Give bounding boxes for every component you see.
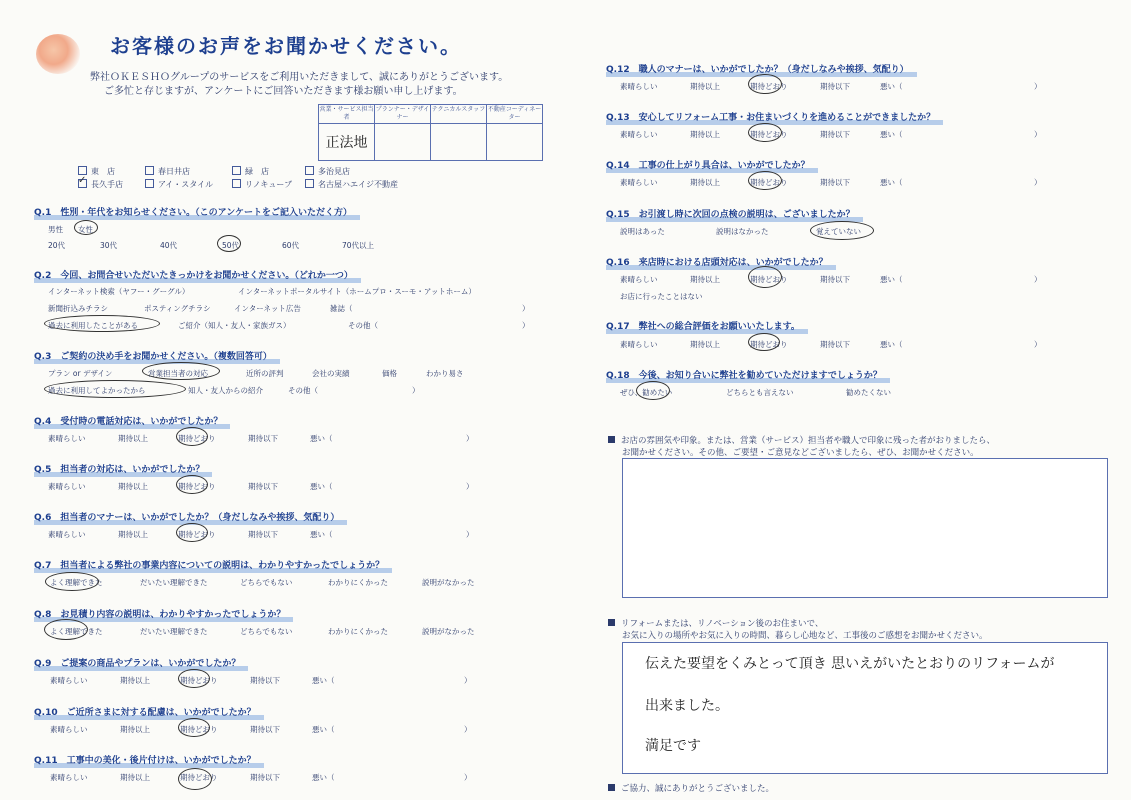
q11-option-above[interactable]: 期待以上 [120,773,150,782]
answer-circle-mark [176,475,208,494]
q13-option-expected[interactable]: 期待どおり [750,130,788,139]
q13-paren-close: ） [1034,130,1042,139]
question-5-title: Q.5 担当者の対応は、いかがでしたか？ [34,462,204,475]
q16-never-visited[interactable]: お店に行ったことはない [620,292,703,301]
q3-paren-close: ） [412,386,420,395]
q7-option-mostly[interactable]: だいたい理解できた [140,578,208,587]
q2-option-magazine[interactable]: 雑誌（ [330,304,353,313]
q4-paren-close: ） [466,434,474,443]
free-comment-2-prompt-line-2: お気に入りの場所やお気に入りの時間、暮らし心地など、工事後のご感想をお聞かせください。 [622,631,988,641]
staff-value-sales[interactable]: 正法地 [319,124,375,161]
q17-paren-close: ） [1034,340,1042,349]
answer-circle-mark [74,220,98,235]
q6-option-poor[interactable]: 悪い（ [310,530,333,539]
q14-option-expected[interactable]: 期待どおり [750,178,788,187]
q3-option-price[interactable]: 価格 [382,369,397,378]
free-comment-1-box[interactable] [622,458,1108,598]
q13-option-above[interactable]: 期待以上 [690,130,720,139]
q11-option-below[interactable]: 期待以下 [250,773,280,782]
staff-header-sales: 営業・サービス担当者 [319,105,375,124]
answer-circle-mark [178,718,210,737]
q2-paren-close: ） [522,321,530,330]
checkbox-icon[interactable] [232,179,241,188]
answer-circle-mark [810,221,874,240]
q1-option-20s[interactable]: 20代 [48,241,66,250]
q5-option-excellent[interactable]: 素晴らしい [48,482,86,491]
q1-option-70s[interactable]: 70代以上 [342,241,375,250]
q13-option-poor[interactable]: 悪い（ [880,130,903,139]
q3-option-clarity[interactable]: わかり易さ [426,369,464,378]
store-option-istyle[interactable]: アイ・スタイル [145,179,213,190]
q12-option-expected[interactable]: 期待どおり [750,82,788,91]
question-12-title: Q.12 職人のマナーは、いかがでしたか？（身だしなみや挨拶、気配り） [606,62,909,75]
q3-option-past-good[interactable]: 過去に利用してよかったから [48,386,146,395]
q16-option-below[interactable]: 期待以下 [820,275,850,284]
staff-header-planner: プランナー・デザイナー [375,105,431,124]
q10-option-expected[interactable]: 期待どおり [180,725,218,734]
q17-option-poor[interactable]: 悪い（ [880,340,903,349]
q6-option-above[interactable]: 期待以上 [118,530,148,539]
question-9-title: Q.9 ご提案の商品やプランは、いかがでしたか？ [34,656,240,669]
answer-circle-mark [748,333,780,351]
q9-option-excellent[interactable]: 素晴らしい [50,676,88,685]
answer-circle-mark [45,572,99,591]
q12-option-poor[interactable]: 悪い（ [880,82,903,91]
q4-option-below[interactable]: 期待以下 [248,434,278,443]
store-option-nagakute[interactable]: ✓長久手店 [78,179,123,190]
q17-option-above[interactable]: 期待以上 [690,340,720,349]
store-option-renocube[interactable]: リノキューブ [232,179,292,190]
q9-paren-close: ） [464,676,472,685]
question-11-title: Q.11 工事中の美化・後片付けは、いかがでしたか？ [34,753,256,766]
question-18-title: Q.18 今後、お知り合いに弊社を勧めていただけますでしょうか？ [606,368,882,381]
free-comment-2-prompt: リフォームまたは、リノベーション後のお住まいで、 [608,617,823,629]
answer-circle-mark [748,74,782,94]
q6-option-expected[interactable]: 期待どおり [178,530,216,539]
q1-option-male[interactable]: 男性 [48,225,63,234]
q14-option-excellent[interactable]: 素晴らしい [620,178,658,187]
q3-option-track-record[interactable]: 会社の実績 [312,369,350,378]
q11-paren-close: ） [464,773,472,782]
q1-option-50s[interactable]: 50代 [222,241,240,250]
q8-option-neutral[interactable]: どちらでもない [240,627,293,636]
checkbox-icon[interactable] [145,166,154,175]
staff-header-realestate: 不動産コーディネーター [487,105,543,124]
handwritten-comment-line-1: 伝えた要望をくみとって頂き 思いえがいたとおりのリフォームが [645,656,1055,672]
answer-circle-mark [636,381,670,400]
q8-option-none[interactable]: 説明がなかった [422,627,475,636]
q7-option-neutral[interactable]: どちらでもない [240,578,293,587]
q12-option-excellent[interactable]: 素晴らしい [620,82,658,91]
answer-circle-mark [44,315,160,332]
q18-option-recommend[interactable]: ぜひ、勧めたい [620,388,673,397]
q14-paren-close: ） [1034,178,1042,187]
q7-option-understood[interactable]: よく理解できた [50,578,103,587]
q12-option-below[interactable]: 期待以下 [820,82,850,91]
answer-circle-mark [748,171,782,190]
bullet-square-icon [608,784,615,791]
q18-option-neutral[interactable]: どちらとも言えない [726,388,794,397]
q15-option-not-explained[interactable]: 説明はなかった [716,227,769,236]
store-option-midori[interactable]: 緑 店 [232,166,269,177]
q14-option-poor[interactable]: 悪い（ [880,178,903,187]
bullet-square-icon [608,619,615,626]
q2-option-referral[interactable]: ご紹介（知人・友人・家族ガス） [178,321,291,330]
q8-option-understood[interactable]: よく理解できた [50,627,103,636]
question-15-title: Q.15 お引渡し時に次回の点検の説明は、ございましたか？ [606,207,855,220]
q6-option-excellent[interactable]: 素晴らしい [48,530,86,539]
q10-option-below[interactable]: 期待以下 [250,725,280,734]
question-4-title: Q.4 受付時の電話対応は、いかがでしたか？ [34,414,222,427]
q9-option-below[interactable]: 期待以下 [250,676,280,685]
q11-option-poor[interactable]: 悪い（ [312,773,335,782]
checkbox-icon[interactable] [305,179,314,188]
q3-option-referral[interactable]: 知人・友人からの紹介 [188,386,263,395]
checkbox-icon[interactable] [78,166,87,175]
q16-option-expected[interactable]: 期待どおり [750,275,788,284]
checkbox-icon[interactable] [305,166,314,175]
q18-option-not-recommend[interactable]: 勧めたくない [846,388,891,397]
q15-option-explained[interactable]: 説明はあった [620,227,665,236]
q13-option-excellent[interactable]: 素晴らしい [620,130,658,139]
question-7-title: Q.7 担当者による弊社の事業内容についての説明は、わかりやすかったでしょうか？ [34,558,384,571]
q3-option-plan[interactable]: プラン or デザイン [48,369,113,378]
q10-option-excellent[interactable]: 素晴らしい [50,725,88,734]
staff-value-realestate[interactable] [487,124,543,161]
q10-option-poor[interactable]: 悪い（ [312,725,335,734]
answer-circle-mark [217,235,241,252]
intro-line-2: ご多忙と存じますが、アンケートにご回答いただきます様お願い申し上げます。 [104,86,463,97]
answer-circle-mark [178,768,212,790]
q5-option-poor[interactable]: 悪い（ [310,482,333,491]
q2-option-posting[interactable]: ポスティングチラシ [144,304,211,313]
q14-option-below[interactable]: 期待以下 [820,178,850,187]
q2-paren-close: ） [522,304,530,313]
free-comment-1-prompt-line-2: お聞かせください。その他、ご要望・ご意見などございましたら、ぜひ、お聞かせください。 [622,448,979,458]
q3-option-staff[interactable]: 営業担当者の対応 [148,369,208,378]
q16-paren-close: ） [1034,275,1042,284]
q14-option-above[interactable]: 期待以上 [690,178,720,187]
q10-paren-close: ） [464,725,472,734]
q9-option-poor[interactable]: 悪い（ [312,676,335,685]
answer-circle-mark [142,362,220,380]
answer-circle-mark [748,266,782,288]
answer-circle-mark [176,523,208,542]
store-option-higashi[interactable]: 東 店 [78,166,115,177]
q5-option-above[interactable]: 期待以上 [118,482,148,491]
q13-option-below[interactable]: 期待以下 [820,130,850,139]
checkbox-icon[interactable] [232,166,241,175]
store-option-tajimi[interactable]: 多治見店 [305,166,350,177]
q1-option-female[interactable]: 女性 [78,225,93,234]
question-6-title: Q.6 担当者のマナーは、いかがでしたか？（身だしなみや挨拶、気配り） [34,510,339,523]
q3-option-reputation[interactable]: 近所の評判 [246,369,284,378]
q4-option-above[interactable]: 期待以上 [118,434,148,443]
q9-option-expected[interactable]: 期待どおり [180,676,218,685]
q16-option-above[interactable]: 期待以上 [690,275,720,284]
question-3-title: Q.3 ご契約の決め手をお聞かせください。（複数回答可） [34,349,272,362]
q6-option-below[interactable]: 期待以下 [248,530,278,539]
q6-paren-close: ） [466,530,474,539]
answer-circle-mark [44,380,186,398]
q2-option-other[interactable]: その他（ [348,321,378,330]
footer-thanks: ご協力、誠にありがとうございました。 [608,782,774,794]
q16-option-excellent[interactable]: 素晴らしい [620,275,658,284]
store-option-kasugai[interactable]: 春日井店 [145,166,190,177]
answer-circle-mark [44,619,88,640]
question-17-title: Q.17 弊社への総合評価をお願いいたします。 [606,319,800,332]
staff-value-planner[interactable] [375,124,431,161]
q4-option-expected[interactable]: 期待どおり [178,434,216,443]
q5-option-below[interactable]: 期待以下 [248,482,278,491]
q2-option-search[interactable]: インターネット検索（ヤフー・グーグル） [48,287,190,296]
q17-option-below[interactable]: 期待以下 [820,340,850,349]
q12-paren-close: ） [1034,82,1042,91]
q2-option-web-ad[interactable]: インターネット広告 [234,304,301,313]
free-comment-1-prompt: お店の雰囲気や印象。または、営業（サービス）担当者や職人で印象に残った者がおりましたら、 [608,434,995,446]
handwritten-comment-line-2: 出来ました。 [645,698,729,714]
question-16-title: Q.16 来店時における店頭対応は、いかがでしたか？ [606,255,828,268]
intro-line-1: 弊社ＯＫＥＳＨＯグループのサービスをご利用いただきまして、誠にありがとうございます。 [90,72,509,83]
q15-option-dont-remember[interactable]: 覚えていない [816,227,861,236]
question-13-title: Q.13 安心してリフォーム工事・お住まいづくりを進めることができましたか？ [606,110,935,123]
answer-circle-mark [748,123,782,142]
answer-circle-mark [178,669,210,688]
q11-option-expected[interactable]: 期待どおり [180,773,218,782]
checkbox-checked-icon[interactable] [78,179,87,188]
q7-option-unclear[interactable]: わかりにくかった [328,578,388,587]
checkbox-icon[interactable] [145,179,154,188]
q9-option-above[interactable]: 期待以上 [120,676,150,685]
q4-option-excellent[interactable]: 素晴らしい [48,434,86,443]
q4-option-poor[interactable]: 悪い（ [310,434,333,443]
bullet-square-icon [608,436,615,443]
page-title: お客様のお声をお聞かせください。 [110,34,462,58]
company-logo [36,34,80,74]
q17-option-expected[interactable]: 期待どおり [750,340,788,349]
q3-option-other[interactable]: その他（ [288,386,318,395]
q5-paren-close: ） [466,482,474,491]
question-8-title: Q.8 お見積り内容の説明は、わかりやすかったでしょうか？ [34,607,285,620]
q11-option-excellent[interactable]: 素晴らしい [50,773,88,782]
q1-option-30s[interactable]: 30代 [100,241,118,250]
q10-option-above[interactable]: 期待以上 [120,725,150,734]
answer-circle-mark [176,427,208,446]
q2-option-portal[interactable]: インターネットポータルサイト（ホームプロ・スーモ・アットホーム） [238,287,476,296]
question-2-title: Q.2 今回、お問合せいただいたきっかけをお聞かせください。（どれか一つ） [34,268,353,281]
q16-option-poor[interactable]: 悪い（ [880,275,903,284]
free-comment-2-box[interactable] [622,642,1108,774]
question-14-title: Q.14 工事の仕上がり具合は、いかがでしたか？ [606,158,810,171]
question-10-title: Q.10 ご近所さまに対する配慮は、いかがでしたか？ [34,705,256,718]
q1-option-40s[interactable]: 40代 [160,241,178,250]
q5-option-expected[interactable]: 期待どおり [178,482,216,491]
q12-option-above[interactable]: 期待以上 [690,82,720,91]
q8-option-unclear[interactable]: わかりにくかった [328,627,388,636]
q8-option-mostly[interactable]: だいたい理解できた [140,627,208,636]
q2-option-newspaper[interactable]: 新聞折込みチラシ [48,304,108,313]
staff-value-technical[interactable] [431,124,487,161]
staff-table [318,104,543,161]
q1-option-60s[interactable]: 60代 [282,241,300,250]
store-option-realestate[interactable]: 名古屋ハエイジ不動産 [305,179,398,190]
q7-option-none[interactable]: 説明がなかった [422,578,475,587]
q2-option-past-use[interactable]: 過去に利用したことがある [48,321,138,330]
staff-header-technical: テクニカルスタッフ [431,105,487,124]
q17-option-excellent[interactable]: 素晴らしい [620,340,658,349]
handwritten-comment-line-3: 満足です [645,738,701,754]
question-1-title: Q.1 性別・年代をお知らせください。（このアンケートをご記入いただく方） [34,205,352,218]
